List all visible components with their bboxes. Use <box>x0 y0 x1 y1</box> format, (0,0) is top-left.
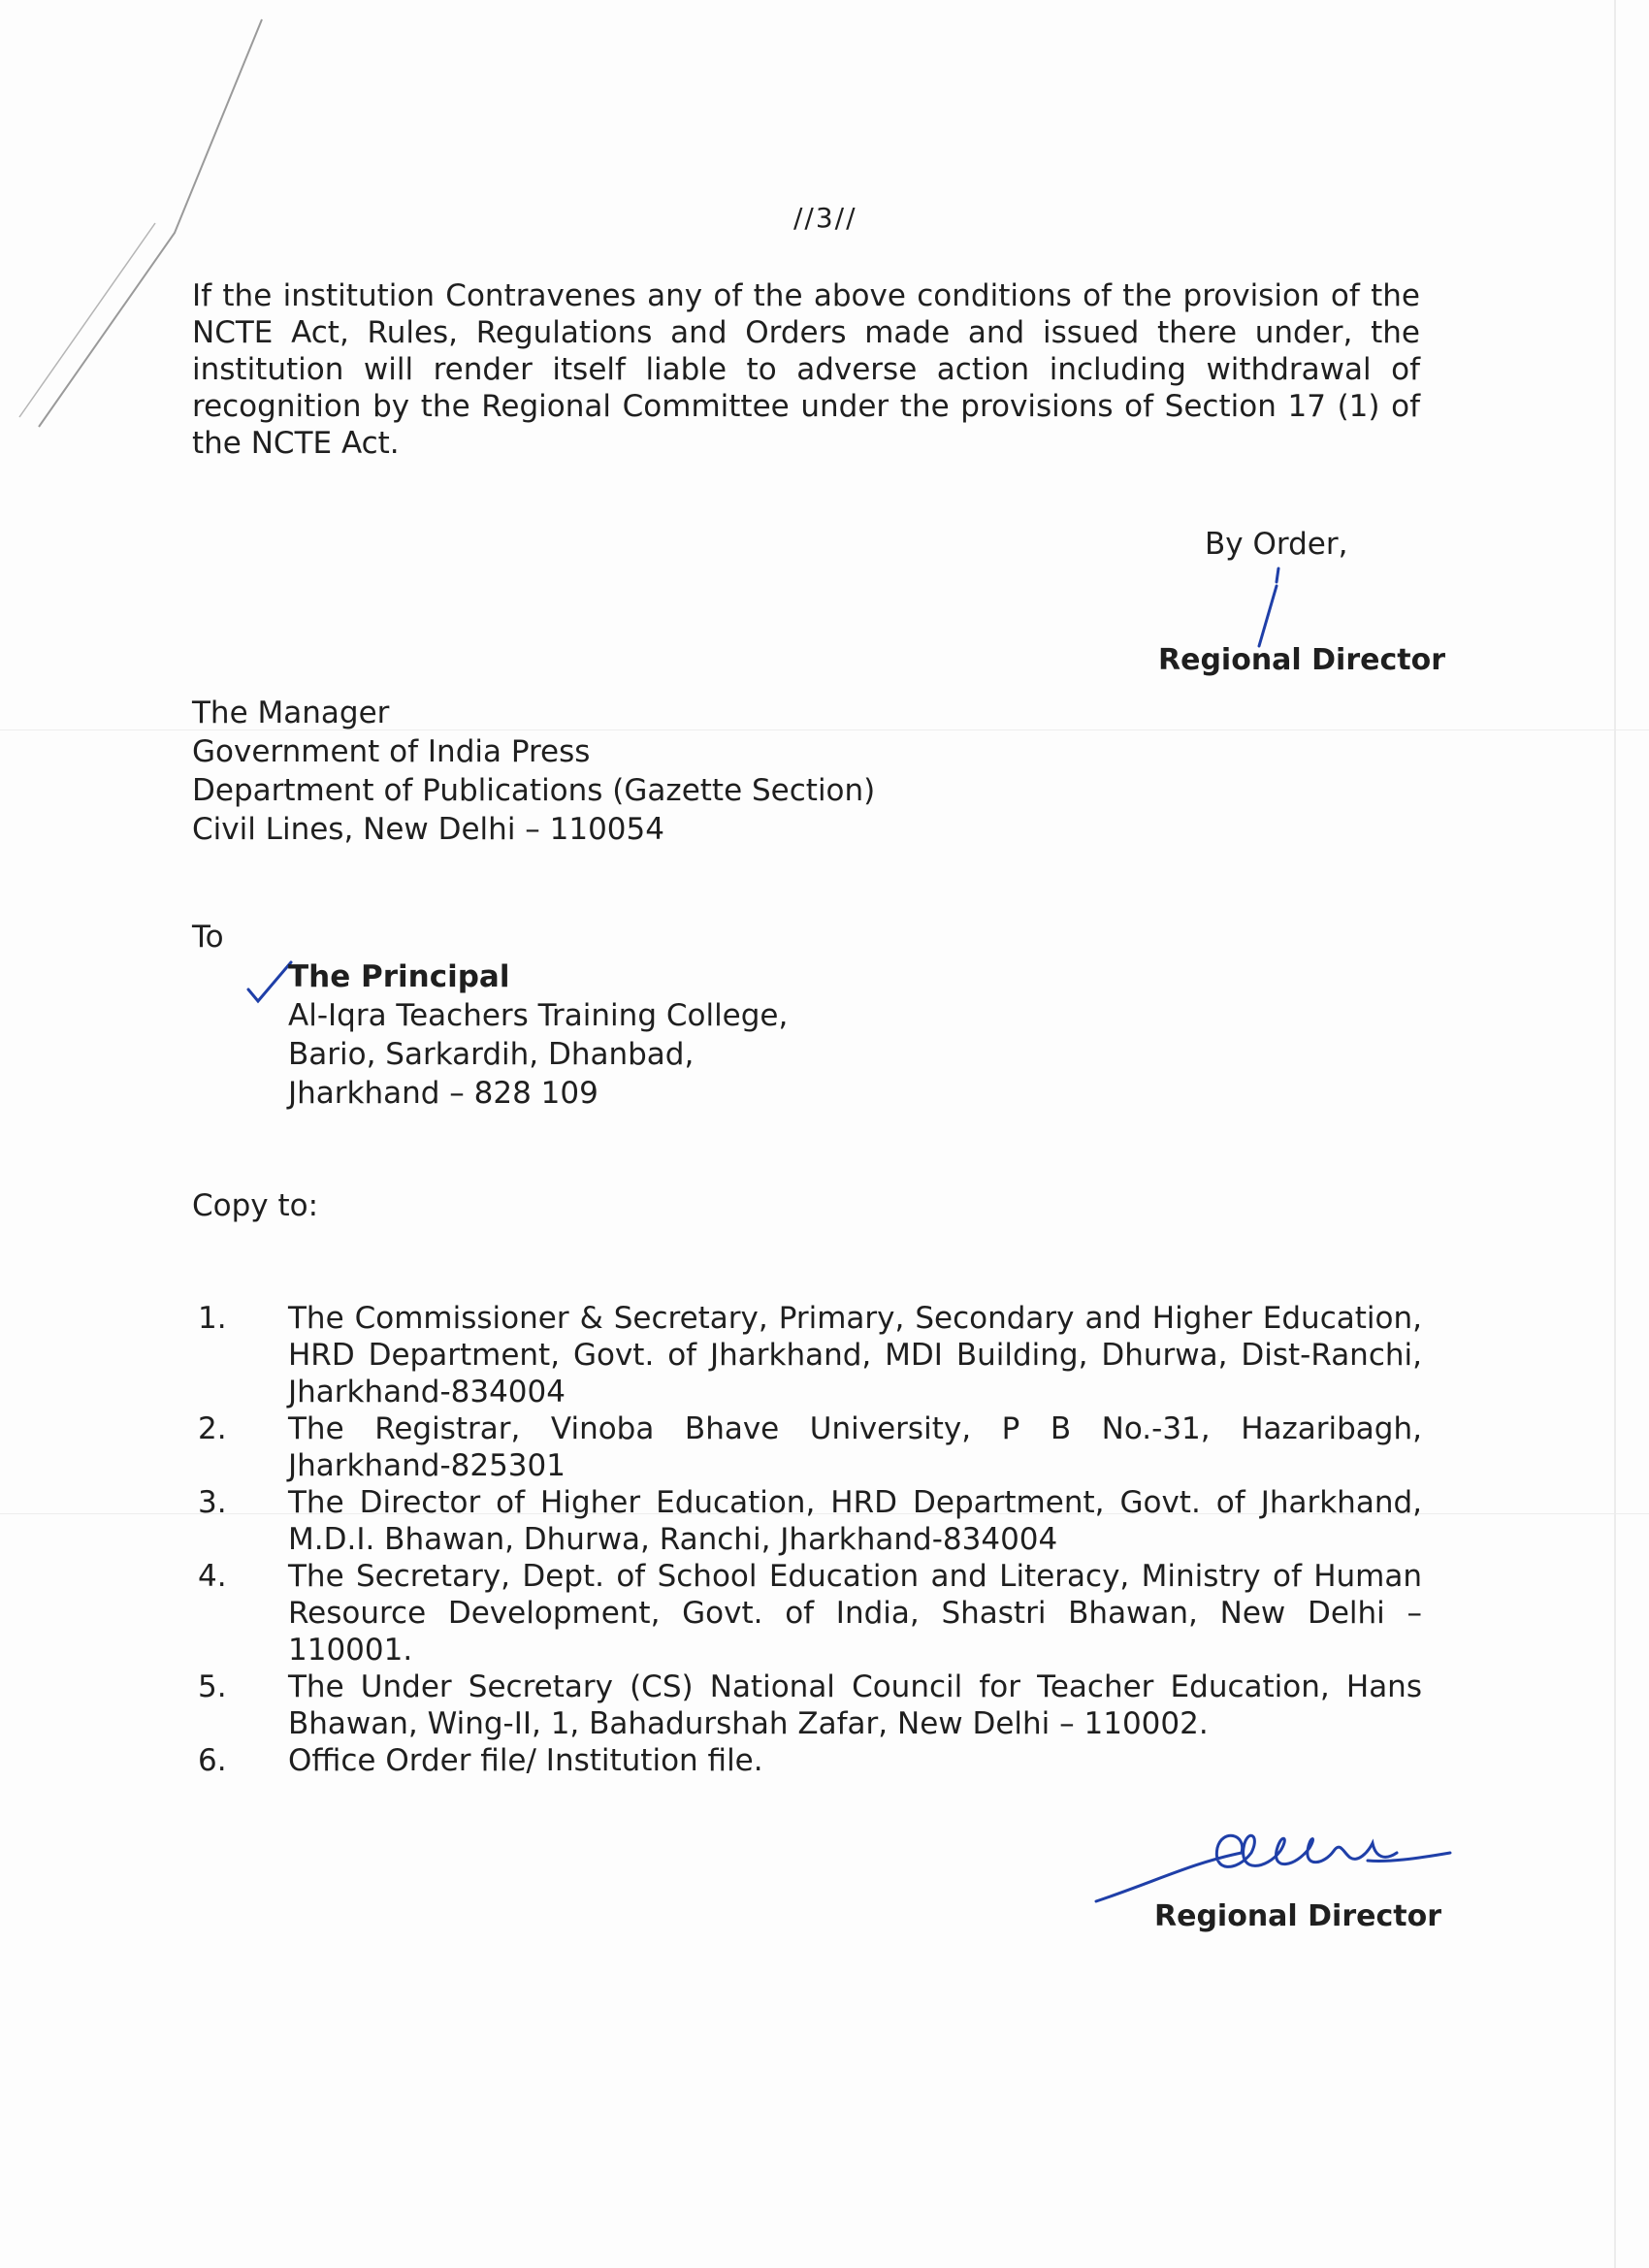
manager-address <box>192 694 875 849</box>
page-edge <box>1614 0 1616 2268</box>
manager-line: Government of India Press <box>192 734 591 769</box>
list-text: Office Order file/ Institution file. <box>288 1743 763 1778</box>
list-number: 6. <box>198 1743 227 1778</box>
manager-line: Civil Lines, New Delhi – 110054 <box>192 812 664 847</box>
list-number: 4. <box>198 1559 227 1594</box>
list-number: 5. <box>198 1669 227 1704</box>
principal-line: Al-Iqra Teachers Training College, <box>288 998 789 1033</box>
list-item <box>198 1410 1422 1484</box>
signatory-title: Regional Director <box>1158 643 1446 677</box>
conditions-paragraph: If the institution Contravenes any of the above conditions of the provision of the NCTE Act, Rules, Regulations and Orders made and issued there under, the institution will render itself liable to adverse action including withdrawal of recognition by the Regional Committee under the provisions of Section 17 (1) of the NCTE Act. <box>192 278 1420 461</box>
to-label: To <box>192 920 224 955</box>
final-signatory-title: Regional Director <box>1154 1899 1442 1933</box>
list-item <box>198 1300 1422 1410</box>
principal-line: Jharkhand – 828 109 <box>288 1076 598 1111</box>
list-text: The Commissioner & Secretary, Primary, Secondary and Higher Education, HRD Department, Govt. of Jharkhand, MDI Building, Dhurwa, Dist-Ranchi, Jharkhand-834004 <box>288 1301 1422 1409</box>
principal-address <box>288 957 788 1113</box>
list-number: 1. <box>198 1301 227 1336</box>
list-item <box>198 1558 1422 1669</box>
list-number: 3. <box>198 1485 227 1520</box>
manager-line: Department of Publications (Gazette Section) <box>192 773 876 808</box>
manager-line: The Manager <box>192 696 390 730</box>
list-item <box>198 1669 1422 1742</box>
list-text: The Under Secretary (CS) National Council for Teacher Education, Hans Bhawan, Wing-II, 1, Bahadurshah Zafar, New Delhi – 110002. <box>288 1669 1422 1741</box>
list-item <box>198 1484 1422 1558</box>
list-text: The Director of Higher Education, HRD Department, Govt. of Jharkhand, M.D.I. Bhawan, Dhurwa, Ranchi, Jharkhand-834004 <box>288 1485 1422 1557</box>
initial-signature <box>1251 565 1290 652</box>
list-item <box>198 1742 1422 1779</box>
copy-list <box>198 1300 1422 1779</box>
list-number: 2. <box>198 1411 227 1446</box>
principal-title: The Principal <box>288 959 510 994</box>
copy-to-label: Copy to: <box>192 1188 319 1223</box>
principal-line: Bario, Sarkardih, Dhanbad, <box>288 1037 695 1072</box>
handwritten-signature <box>1077 1814 1465 1911</box>
list-text: The Registrar, Vinoba Bhave University, P B No.-31, Hazaribagh, Jharkhand-825301 <box>288 1411 1422 1483</box>
list-text: The Secretary, Dept. of School Education and Literacy, Ministry of Human Resource Development, Govt. of India, Shastri Bhawan, New Delhi – 110001. <box>288 1559 1422 1668</box>
page-number: //3// <box>793 202 857 234</box>
by-order-text: By Order, <box>1205 527 1348 562</box>
